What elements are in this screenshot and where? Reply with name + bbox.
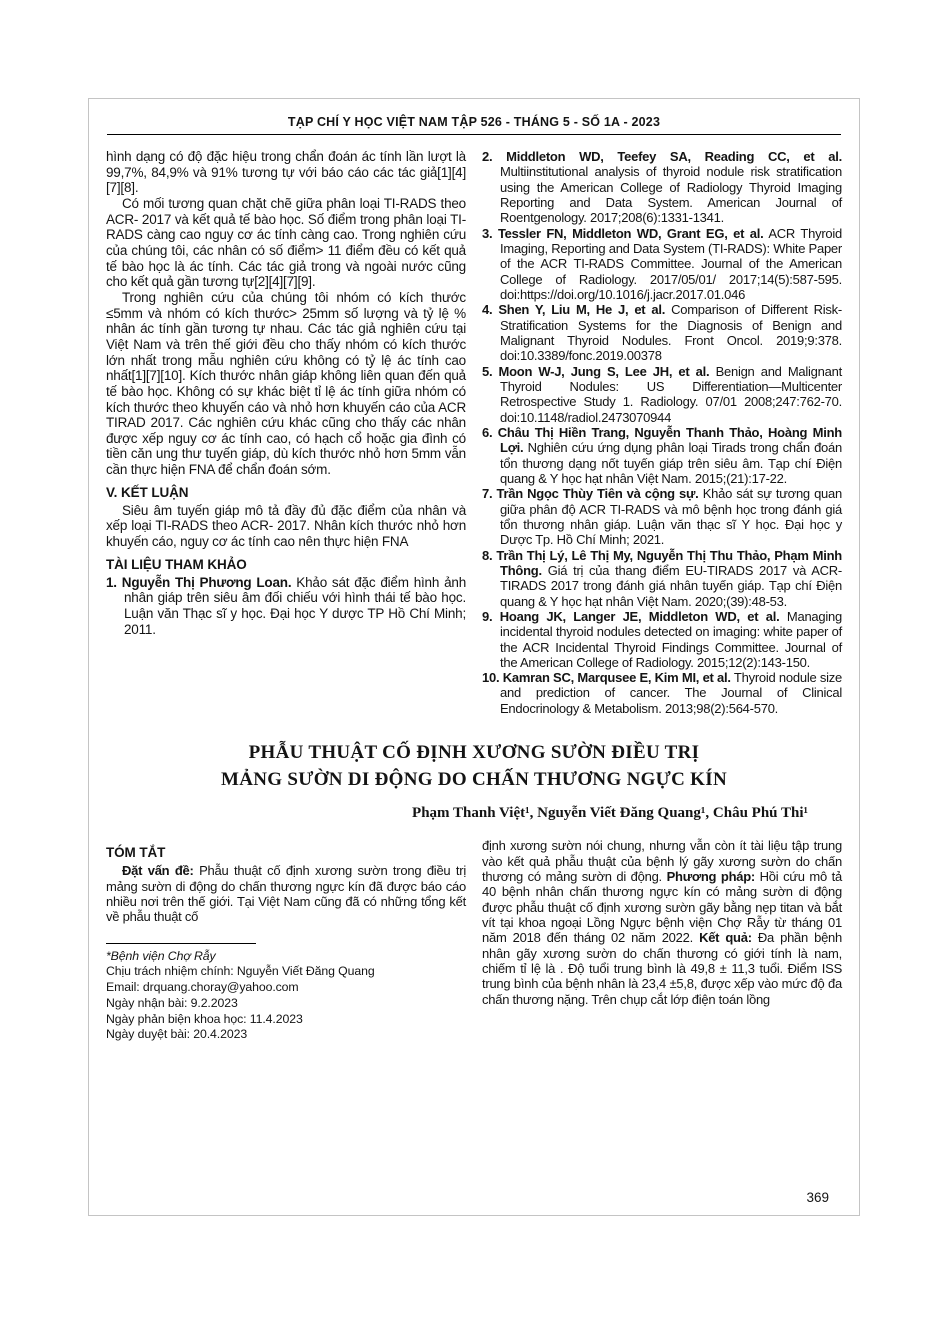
abstract-label-results: Kết quả: (699, 930, 752, 946)
footnote-affiliation: *Bệnh viện Chợ Rẫy (106, 948, 216, 963)
reference-item (482, 149, 842, 226)
reference-item (482, 548, 842, 609)
reference-number: 7. (482, 486, 493, 502)
abstract-right-text3: Đa phần bệnh nhân gãy xương sườn do chấn thương có giới tính là nam, chiếm tỉ lệ là . Độ tuổi trung bình là 49,8 ± 11,3 tuổi. Điểm ISS trung bình của bệnh nhân là 23,4 ±5,8, được xếp vào mức độ đa chấn thương nặng. Trên chụp cắt lớp điện toán lồng (482, 930, 843, 1007)
footnote-block (106, 943, 466, 1043)
reference-number: 4. (482, 302, 493, 318)
page-number: 369 (806, 1190, 829, 1205)
reference-item (482, 425, 842, 486)
reference-item (482, 364, 842, 425)
reference-number: 8. (482, 547, 493, 563)
journal-header (107, 115, 841, 135)
reference-text: Comparison of Different Risk-Stratification Systems for the Diagnosis of Benign and Malignant Thyroid Nodules. Front Oncol. 2019;9:378. doi:10.3389/fonc.2019.00378 (500, 302, 842, 364)
article2-right-column (482, 838, 842, 1043)
article2-abstract-section (106, 838, 842, 1043)
reference-number: 3. (482, 225, 493, 241)
reference-text: Multiinstitutional analysis of thyroid nodule risk stratification using the American College of Radiology Thyroid Imaging Reporting and Data System. American Journal of Roentgenology. 2017;208(6):1331-1341. (500, 164, 842, 226)
reference-item (106, 575, 466, 638)
article2-title (106, 740, 842, 793)
abstract-right-text1: định xương sườn nói chung, nhưng vẫn còn ít tài liệu tập trung vào kết quả phẫu thuật của bệnh lý gãy xương sườn do chấn thương có mảng sườn di động. (482, 838, 842, 884)
abstract-left-text: Phẫu thuật cố định xương sườn trong điều trị mảng sườn di động do chấn thương ngực kín đã được báo cáo nhiều nơi trên thế giới. Tại Việt Nam cũng đã có những tổng kết về phẫu thuật cố (106, 863, 466, 925)
reference-authors: Châu Thị Hiền Trang, Nguyễn Thanh Thảo, Hoàng Minh Lợi. (497, 424, 842, 456)
abstract-heading: TÓM TẮT (106, 845, 166, 861)
reference-authors: Trần Thị Lý, Lê Thị My, Nguyễn Thị Thu Thảo, Phạm Minh Thông. (496, 547, 842, 578)
reference-number: 10. (482, 670, 500, 686)
footnote-email: Email: drquang.choray@yahoo.com (106, 980, 299, 995)
body-paragraph: Trong nghiên cứu của chúng tôi nhóm có kích thước ≤5mm và nhóm có kích thước> 25mm số lượng và tỷ lệ % nhân ác tính gần tương tự nhau. Các tác giả nghiên cứu tại Việt Nam và trên thế giới đều cho thấy nhóm có kích thước lớn nhất trong mẫu nghiên cứu không có tỷ lệ ác tính cao nhất[1][7][10]. Kích thước nhân giáp không liên quan đến quả tế bào học. Không có sự khác biệt tỉ lệ ác tính giữa nhóm có kích thước theo khuyến cáo và nhỏ hơn khuyến cáo của ACR TIRAD 2017. Các nghiên cứu khác cũng cho thấy các nhân được xếp nguy cơ ác tính cao, có hạch cổ hoặc gia đình có tiền căn ung thư tuyến giáp, dù kích thước nhỏ hơn 5mm vẫn cần thực hiện FNA để chẩn đoán sớm. (106, 289, 466, 478)
article1-left-column (106, 149, 466, 716)
reference-text: Nghiên cứu ứng dụng phân loại Tirads trong chẩn đoán tổn thương dạng nốt tuyến giáp trên siêu âm. Tạp chí Điện quang & Y học hạt nhân Việt Nam. 2015;(21):17-22. (500, 440, 842, 486)
journal-header-text: TẠP CHÍ Y HỌC VIỆT NAM TẬP 526 - THÁNG 5 - SỐ 1A - 2023 (287, 115, 661, 129)
abstract-label-methods: Phương pháp: (666, 868, 756, 884)
footnote-date-reviewed: Ngày phản biện khoa học: 11.4.2023 (106, 1011, 303, 1026)
conclusion-paragraph: Siêu âm tuyến giáp mô tả đầy đủ đặc điểm của nhân và xếp loại TI-RADS theo ACR- 2017. Nhân kích thước nhỏ hơn khuyến cáo, nguy cơ ác tính cao nên thực hiện FNA (106, 502, 466, 550)
reference-text: Managing incidental thyroid nodules detected on imaging: white paper of the ACR Incidental Thyroid Findings Committee. Journal of the American College of Radiology. 2015;12(2):143-150. (500, 608, 842, 670)
reference-authors: Moon W-J, Jung S, Lee JH, et al. (498, 363, 710, 379)
conclusion-heading: V. KẾT LUẬN (106, 484, 189, 500)
reference-authors: Hoang JK, Langer JE, Middleton WD, et al. (499, 608, 780, 624)
reference-number: 5. (482, 363, 493, 379)
reference-number: 2. (482, 149, 493, 164)
journal-page (88, 98, 860, 1216)
reference-authors: Shen Y, Liu M, He J, et al. (498, 302, 666, 318)
abstract-paragraph-right (482, 838, 842, 1007)
body-paragraph-continuation: hình dạng có độ đặc hiệu trong chẩn đoán ác tính lần lượt là 99,7%, 84,9% và 91% tương tự với báo cáo các tác giả[1][4][7][8]. (106, 149, 466, 196)
reference-number: 6. (482, 424, 493, 440)
footnote-date-accepted: Ngày duyệt bài: 20.4.2023 (106, 1027, 248, 1042)
abstract-label-background: Đặt vấn đề: (122, 863, 194, 879)
reference-item (482, 609, 842, 670)
article2-left-column (106, 838, 466, 1043)
footnote-date-received: Ngày nhận bài: 9.2.2023 (106, 995, 238, 1010)
reference-number: 1. (106, 574, 117, 590)
article2-title-line2: MẢNG SƯỜN DI ĐỘNG DO CHẤN THƯƠNG NGỰC KÍN (221, 768, 727, 790)
reference-item (482, 486, 842, 547)
reference-item (482, 226, 842, 303)
reference-number: 9. (482, 608, 493, 624)
reference-text: Thyroid nodule size and prediction of cancer. The Journal of Clinical Endocrinology & Metabolism. 2013;98(2):564-570. (500, 670, 842, 716)
reference-text: Khảo sát đặc điểm hình ảnh nhân giáp trên siêu âm đối chiếu với hình thái tế bào học. Luận văn Thạc sĩ y học. Đại học Y dược TP Hồ Chí Minh; 2011. (124, 574, 467, 637)
reference-authors: Middleton WD, Teefey SA, Reading CC, et al. (506, 149, 842, 164)
article2-title-line1: PHẪU THUẬT CỐ ĐỊNH XƯƠNG SƯỜN ĐIỀU TRỊ (248, 742, 700, 764)
reference-authors: Tessler FN, Middleton WD, Grant EG, et al. (497, 225, 764, 241)
reference-authors: Trần Ngọc Thùy Tiên và cộng sự. (496, 486, 699, 502)
reference-text: Khảo sát sự tương quan giữa phân độ ACR TI-RADS và mô bệnh học trong đánh giá tổn thương nhân giáp. Luận văn thạc sĩ Y học. Đại học y Dược Tp. Hồ Chí Minh; 2021. (500, 486, 842, 548)
reference-text: Benign and Malignant Thyroid Nodules: US Differentiation—Multicenter Retrospective Study 1. Radiology. 07/01 2008;247:762-70. doi:10.1148/radiol.2473070944 (500, 363, 842, 425)
abstract-left-block (106, 838, 466, 924)
abstract-right-text2: Hồi cứu mô tả 40 bệnh nhân chấn thương ngực kín có mảng sườn di động được phẫu thuật cố định xương sườn gãy bằng nẹp titan và bắt vít tại khoa ngoại Lồng Ngực bệnh viện Chợ Rẫy từ tháng 01 năm 2018 đến tháng 02 năm 2022. (482, 868, 842, 946)
reference-item (482, 670, 842, 716)
reference-authors: Nguyễn Thị Phương Loan. (121, 574, 292, 590)
abstract-paragraph-left (106, 863, 466, 924)
footnote-corresponding-author: Chịu trách nhiệm chính: Nguyễn Viết Đăng Quang (106, 964, 375, 979)
references-heading: TÀI LIỆU THAM KHẢO (106, 556, 247, 572)
article1-section (106, 149, 842, 716)
reference-text: Giá trị của thang điểm EU-TIRADS 2017 và ACR-TIRADS 2017 trong đánh giá nhân tuyến giáp. Tạp chí Điện quang & Y học hạt nhân Việt Nam. 2020;(39):48-53. (500, 562, 842, 609)
article1-right-column (482, 149, 842, 716)
footnote-rule (106, 943, 256, 944)
reference-text: ACR Thyroid Imaging, Reporting and Data System (TI-RADS): White Paper of the ACR TI-RADS Committee. Journal of the American College of Radiology. 2017/05/01/ 2017;14(5):587-595. doi:https://doi.org/10.1016/j.jacr.2017.01.046 (500, 225, 842, 302)
article2-authors: Phạm Thanh Việt¹, Nguyễn Viết Đăng Quang¹, Châu Phú Thi¹ (412, 805, 808, 822)
reference-item (482, 302, 842, 363)
body-paragraph: Có mối tương quan chặt chẽ giữa phân loại TI-RADS theo ACR- 2017 và kết quả tế bào học. Số điểm trong phân loại TI-RADS càng cao nguy cơ ác tính càng cao. Trong nghiên cứu của chúng tôi, các nhân có số điểm> 11 điểm đều có kết quả tế bào học là ác tính. Các tác giả trong và ngoài nước cũng cho kết quả gần tương tự[2][4][7][9]. (106, 195, 466, 290)
reference-authors: Kamran SC, Marqusee E, Kim MI, et al. (502, 670, 731, 686)
